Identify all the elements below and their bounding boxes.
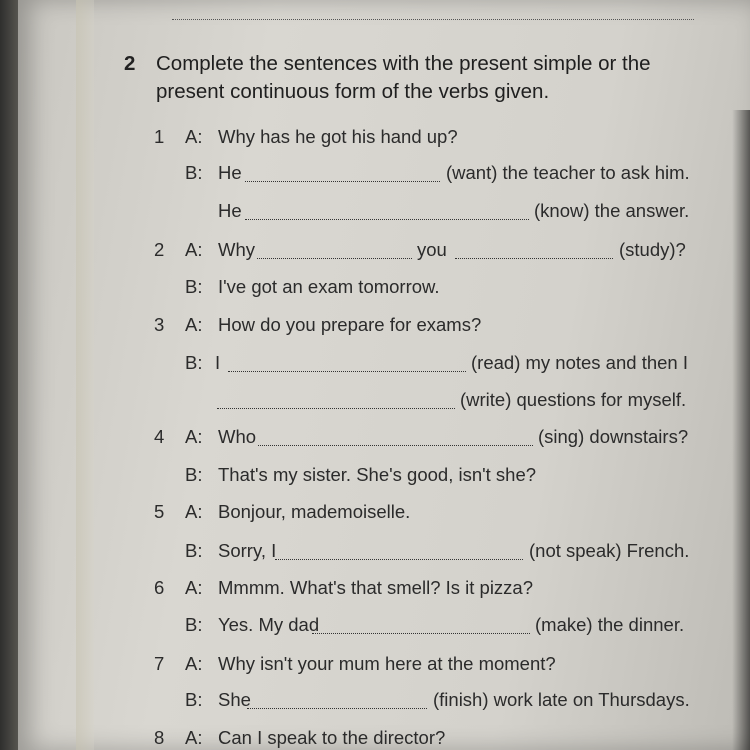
- exercise-number: 2: [124, 52, 136, 75]
- item-number: 2: [154, 239, 165, 260]
- dialogue-text: you: [417, 239, 447, 260]
- answer-blank[interactable]: [312, 633, 530, 634]
- dialogue-text: Bonjour, mademoiselle.: [218, 501, 411, 522]
- answer-blank[interactable]: [455, 258, 613, 259]
- speaker-label: A:: [185, 501, 203, 522]
- dialogue-text: Why: [218, 239, 255, 260]
- speaker-label: A:: [185, 653, 203, 674]
- item-number: 7: [154, 653, 165, 674]
- speaker-label: B:: [185, 162, 203, 183]
- answer-blank[interactable]: [258, 445, 533, 446]
- answer-blank[interactable]: [257, 258, 412, 259]
- exercise-instruction: Complete the sentences with the present simple or the present continuous form of the verbs given.: [156, 52, 651, 103]
- dialogue-text: He: [218, 162, 242, 183]
- previous-answer-line: [172, 19, 694, 20]
- dialogue-text: That's my sister. She's good, isn't she?: [218, 464, 537, 485]
- verb-prompt: (want) the teacher to ask him.: [446, 162, 690, 183]
- verb-prompt: (make) the dinner.: [535, 614, 685, 635]
- dialogue-text: He: [218, 200, 242, 221]
- dialogue-text: Sorry, I: [218, 540, 277, 561]
- dialogue-text: Yes. My dad: [218, 614, 320, 635]
- item-number: 3: [154, 314, 165, 335]
- speaker-label: A:: [185, 727, 203, 748]
- answer-blank[interactable]: [247, 708, 427, 709]
- speaker-label: B:: [185, 689, 203, 710]
- speaker-label: B:: [185, 352, 203, 373]
- dialogue-text: Who: [218, 426, 257, 447]
- speaker-label: A:: [185, 126, 203, 147]
- answer-blank[interactable]: [217, 408, 455, 409]
- speaker-label: A:: [185, 577, 203, 598]
- workbook-page: [18, 0, 750, 750]
- dialogue-text: Why isn't your mum here at the moment?: [218, 653, 556, 674]
- speaker-label: B:: [185, 614, 203, 635]
- verb-prompt: (finish) work late on Thursdays.: [433, 689, 690, 710]
- page-edge-shadow: [732, 110, 750, 750]
- verb-prompt: (not speak) French.: [529, 540, 690, 561]
- answer-blank[interactable]: [245, 181, 440, 182]
- verb-prompt: (know) the answer.: [534, 200, 690, 221]
- item-number: 5: [154, 501, 165, 522]
- dialogue-text: Can I speak to the director?: [218, 727, 446, 748]
- answer-blank[interactable]: [275, 559, 523, 560]
- speaker-label: A:: [185, 314, 203, 335]
- item-number: 4: [154, 426, 165, 447]
- verb-prompt: (sing) downstairs?: [538, 426, 689, 447]
- speaker-label: B:: [185, 276, 203, 297]
- dialogue-text: I: [215, 352, 221, 373]
- speaker-label: A:: [185, 239, 203, 260]
- speaker-label: A:: [185, 426, 203, 447]
- dialogue-text: I've got an exam tomorrow.: [218, 276, 440, 297]
- dialogue-text: She: [218, 689, 251, 710]
- answer-blank[interactable]: [245, 219, 529, 220]
- dialogue-text: How do you prepare for exams?: [218, 314, 482, 335]
- speaker-label: B:: [185, 540, 203, 561]
- book-binding-edge: [0, 0, 18, 750]
- dialogue-text: Why has he got his hand up?: [218, 126, 458, 147]
- item-number: 6: [154, 577, 165, 598]
- verb-prompt: (write) questions for myself.: [460, 389, 687, 410]
- page-margin-band: [76, 0, 94, 750]
- dialogue-text: Mmmm. What's that smell? Is it pizza?: [218, 577, 534, 598]
- answer-blank[interactable]: [228, 371, 466, 372]
- speaker-label: B:: [185, 464, 203, 485]
- verb-prompt: (read) my notes and then I: [471, 352, 688, 373]
- item-number: 8: [154, 727, 165, 748]
- verb-prompt: (study)?: [619, 239, 686, 260]
- item-number: 1: [154, 126, 165, 147]
